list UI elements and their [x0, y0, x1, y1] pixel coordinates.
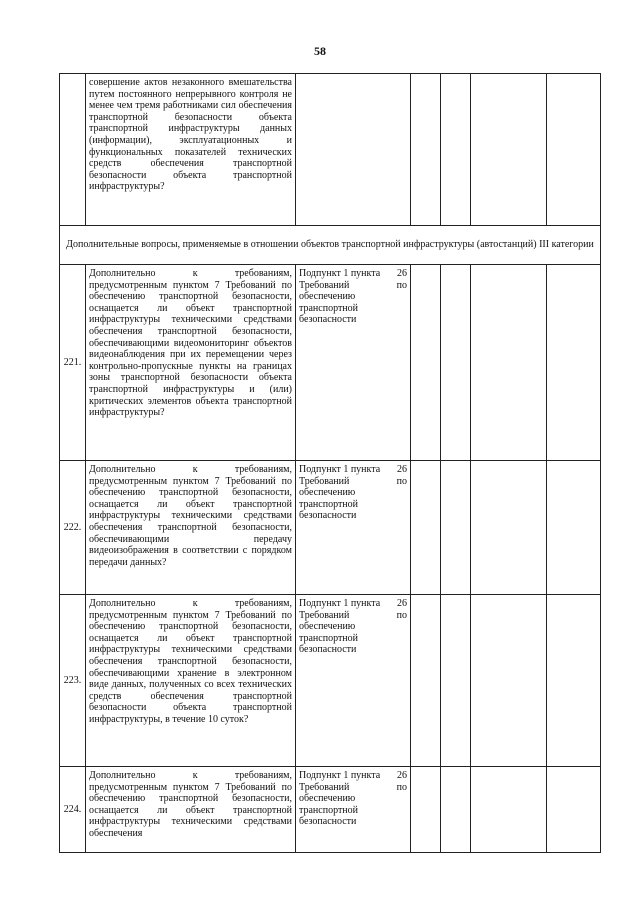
- notes-cell[interactable]: [547, 74, 601, 226]
- question-cell: Дополнительно к требованиям, предусмотренным пунктом 7 Требований по обеспечению транспортной безопасности, оснащается ли объект транспортной инфраструктуры техническими средствами обеспечения: [86, 767, 296, 853]
- not-applicable-cell[interactable]: [471, 767, 547, 853]
- reference-text: обеспечению транспортной безопасности: [299, 621, 359, 656]
- reference-cell: [296, 767, 411, 853]
- answer-yes-cell[interactable]: [411, 461, 441, 595]
- answer-no-cell[interactable]: [441, 595, 471, 767]
- reference-text: обеспечению транспортной безопасности: [299, 291, 359, 326]
- question-cell: Дополнительно к требованиям, предусмотренным пунктом 7 Требований по обеспечению транспортной безопасности, оснащается ли объект транспортной инфраструктуры техническими средствами обеспечения транспортной безопасности, обеспечивающими хранение в электронном виде данных, полученных со всех технических средств обеспечения транспортной безопасности объекта транспортной инфраструктуры, в течение 10 суток?: [86, 595, 296, 767]
- reference-cell: [296, 461, 411, 595]
- question-cell: Дополнительно к требованиям, предусмотренным пунктом 7 Требований по обеспечению транспортной безопасности, оснащается ли объект транспортной инфраструктуры техническими средствами обеспечения транспортной безопасности, обеспечивающими передачу видеоизображения в соответствии с порядком передачи данных?: [86, 461, 296, 595]
- not-applicable-cell[interactable]: [471, 265, 547, 461]
- reference-number: 26: [397, 268, 407, 279]
- section-header: Дополнительные вопросы, применяемые в отношении объектов транспортной инфраструктуры (автостанций) III категории: [60, 226, 601, 265]
- not-applicable-cell[interactable]: [471, 595, 547, 767]
- question-cell: совершение актов незаконного вмешательства путем постоянного непрерывного контроля не менее чем тремя работниками сил обеспечения транспортной безопасности объекта транспортной инфраструктуры данных (информации), эксплуатационных и функциональных показателей технических средств обеспечения транспортной безопасности объекта транспортной инфраструктуры?: [86, 74, 296, 226]
- row-number: 224.: [60, 767, 86, 853]
- answer-yes-cell[interactable]: [411, 265, 441, 461]
- reference-text: Подпункт 1 пункта: [299, 598, 381, 609]
- answer-yes-cell[interactable]: [411, 595, 441, 767]
- table-row-continuation: [60, 74, 601, 226]
- number-cell: [60, 74, 86, 226]
- table-row-222: [60, 461, 601, 595]
- answer-yes-cell[interactable]: [411, 767, 441, 853]
- answer-yes-cell[interactable]: [411, 74, 441, 226]
- reference-text: обеспечению транспортной безопасности: [299, 793, 359, 828]
- not-applicable-cell[interactable]: [471, 74, 547, 226]
- reference-text: Требований: [299, 609, 350, 621]
- reference-text: Подпункт 1 пункта: [299, 770, 381, 781]
- question-cell: Дополнительно к требованиям, предусмотренным пунктом 7 Требований по обеспечению транспортной безопасности, оснащается ли объект транспортной инфраструктуры техническими средствами обеспечения транспортной безопасности, обеспечивающими видеомониторинг объектов видеонаблюдения при их перемещении через контрольно-пропускные пункты на границах зоны транспортной безопасности объекта транспортной инфраструктуры и (или) критических элементов объекта транспортной инфраструктуры?: [86, 265, 296, 461]
- reference-text: по: [396, 475, 407, 487]
- reference-number: 26: [397, 598, 407, 609]
- reference-text: Требований: [299, 279, 350, 291]
- reference-text: Подпункт 1 пункта: [299, 268, 381, 279]
- table-row-221: [60, 265, 601, 461]
- notes-cell[interactable]: [547, 265, 601, 461]
- checklist-table: [59, 73, 601, 853]
- section-header-row: [60, 226, 601, 265]
- answer-no-cell[interactable]: [441, 74, 471, 226]
- page-number: 58: [314, 44, 326, 58]
- notes-cell[interactable]: [547, 595, 601, 767]
- table-row-224: [60, 767, 601, 853]
- reference-text: Подпункт 1 пункта: [299, 464, 381, 475]
- reference-text: Требований: [299, 781, 350, 793]
- answer-no-cell[interactable]: [441, 265, 471, 461]
- notes-cell[interactable]: [547, 767, 601, 853]
- reference-cell: [296, 595, 411, 767]
- reference-text: по: [396, 781, 407, 793]
- row-number: 221.: [60, 265, 86, 461]
- not-applicable-cell[interactable]: [471, 461, 547, 595]
- answer-no-cell[interactable]: [441, 461, 471, 595]
- reference-text: по: [396, 279, 407, 291]
- reference-text: обеспечению транспортной безопасности: [299, 487, 359, 522]
- reference-number: 26: [397, 770, 407, 781]
- answer-no-cell[interactable]: [441, 767, 471, 853]
- row-number: 222.: [60, 461, 86, 595]
- row-number: 223.: [60, 595, 86, 767]
- reference-cell: [296, 74, 411, 226]
- notes-cell[interactable]: [547, 461, 601, 595]
- table-row-223: [60, 595, 601, 767]
- reference-text: по: [396, 609, 407, 621]
- reference-text: Требований: [299, 475, 350, 487]
- reference-cell: [296, 265, 411, 461]
- reference-number: 26: [397, 464, 407, 475]
